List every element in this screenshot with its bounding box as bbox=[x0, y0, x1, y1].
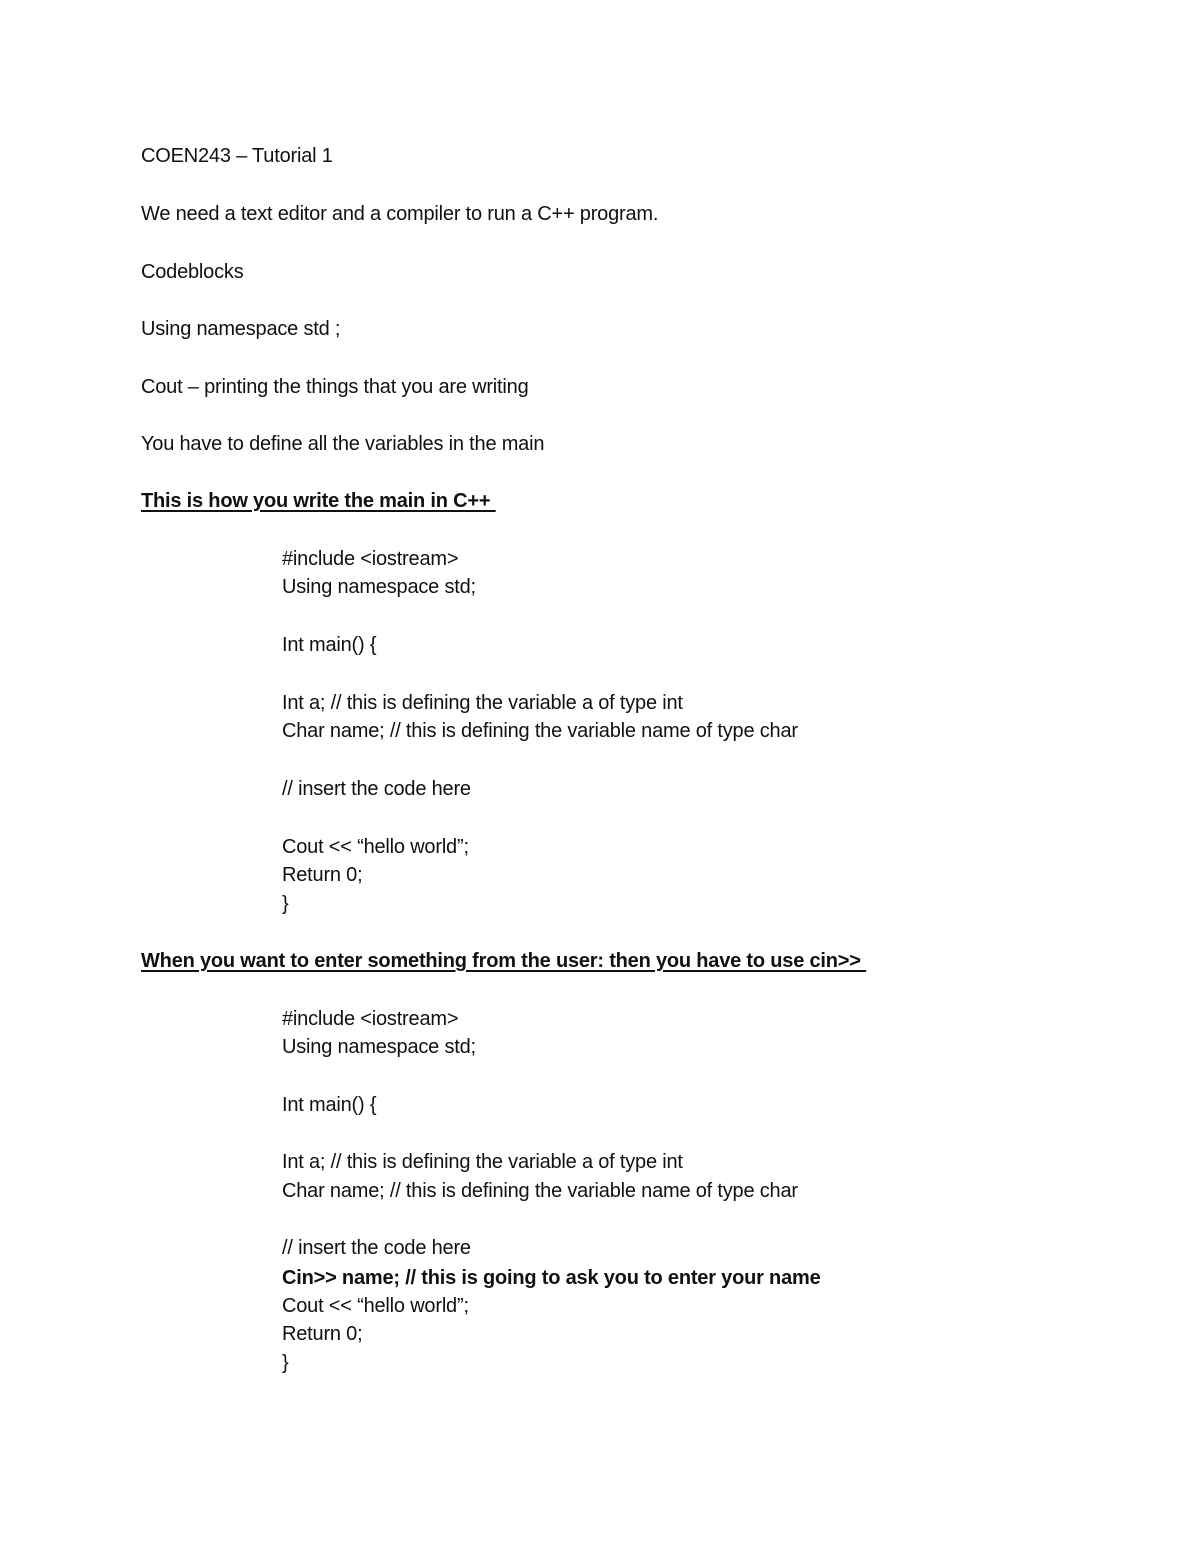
code-line: Int a; // this is defining the variable a of type int bbox=[282, 1151, 683, 1173]
code-line: } bbox=[282, 1352, 289, 1374]
paragraph-cout: Cout – printing the things that you are writing bbox=[141, 376, 529, 398]
code-line: Int a; // this is defining the variable a of type int bbox=[282, 692, 683, 714]
code-line: // insert the code here bbox=[282, 778, 471, 800]
code-line: Using namespace std; bbox=[282, 576, 476, 598]
paragraph-namespace: Using namespace std ; bbox=[141, 318, 341, 340]
code-line: Int main() { bbox=[282, 634, 377, 656]
code-line: Return 0; bbox=[282, 864, 363, 886]
code-line: Char name; // this is defining the variable name of type char bbox=[282, 1180, 798, 1202]
code-line: Int main() { bbox=[282, 1094, 377, 1116]
code-line: Cout << “hello world”; bbox=[282, 1295, 469, 1317]
section2-heading: When you want to enter something from the user: then you have to use cin>> bbox=[141, 950, 867, 972]
code-line: Using namespace std; bbox=[282, 1036, 476, 1058]
code-line: Return 0; bbox=[282, 1323, 363, 1345]
code-line: Char name; // this is defining the variable name of type char bbox=[282, 720, 798, 742]
code-line-cin: Cin>> name; // this is going to ask you to enter your name bbox=[282, 1267, 821, 1289]
paragraph-define-variables: You have to define all the variables in the main bbox=[141, 433, 545, 455]
code-line: #include <iostream> bbox=[282, 548, 459, 570]
paragraph-text-editor: We need a text editor and a compiler to run a C++ program. bbox=[141, 203, 659, 225]
code-line: #include <iostream> bbox=[282, 1008, 459, 1030]
code-line: // insert the code here bbox=[282, 1237, 471, 1259]
section1-heading: This is how you write the main in C++ bbox=[141, 490, 496, 512]
document-title: COEN243 – Tutorial 1 bbox=[141, 145, 333, 167]
code-line: } bbox=[282, 893, 289, 915]
paragraph-codeblocks: Codeblocks bbox=[141, 261, 244, 283]
code-line: Cout << “hello world”; bbox=[282, 836, 469, 858]
